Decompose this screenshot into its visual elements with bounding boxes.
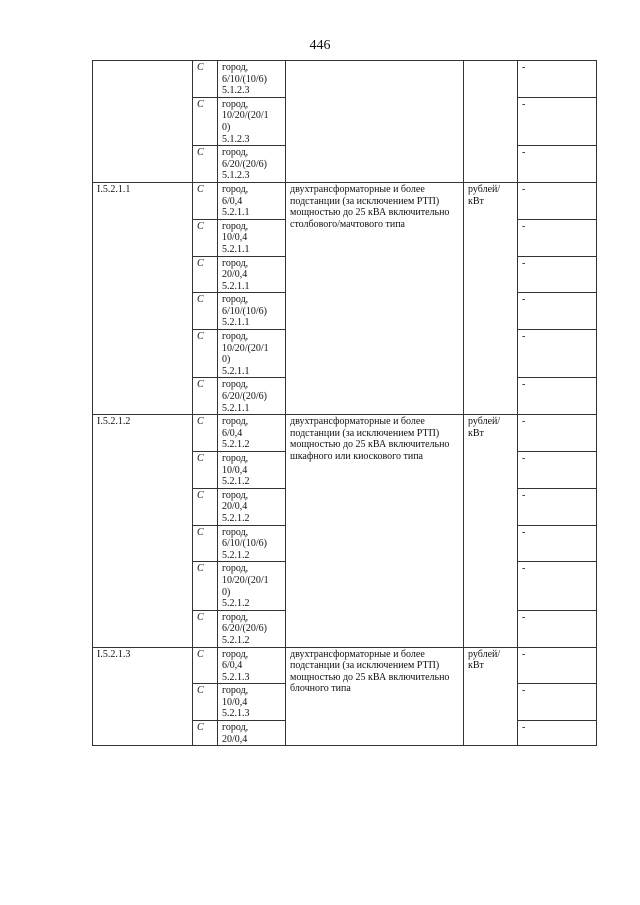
description-cell: двухтрансформаторные и более подстанции (за исключением РТП) мощностью до 25 кВА включительно столбового/мачтового типа — [286, 182, 464, 414]
location-line: 20/0,4 — [222, 501, 248, 513]
location-line: город, — [222, 648, 249, 660]
location-line: 10/20/(20/1 — [222, 342, 269, 354]
location-line: 6/0,4 — [222, 195, 243, 207]
location-line: 6/10/(10/6) — [222, 538, 267, 550]
location-voltage-cell — [218, 378, 286, 415]
value-cell: - — [518, 452, 597, 489]
location-voltage-cell — [218, 488, 286, 525]
unit-cell: рублей/ кВт — [464, 415, 518, 647]
location-line: 6/20/(20/6) — [222, 623, 267, 635]
value-cell: - — [518, 525, 597, 562]
location-line: 5.2.1.1 — [222, 280, 250, 292]
location-line: 6/10/(10/6) — [222, 73, 267, 85]
location-line: 20/0,4 — [222, 269, 248, 281]
location-voltage-cell — [218, 721, 286, 746]
tariff-table — [92, 60, 597, 746]
table-body — [93, 61, 597, 746]
symbol-cell: С — [193, 610, 218, 647]
symbol-cell: С — [193, 219, 218, 256]
location-line: город, — [222, 331, 249, 343]
location-voltage-cell — [218, 330, 286, 378]
location-voltage-cell — [218, 97, 286, 145]
value-cell: - — [518, 61, 597, 98]
unit-cell: рублей/ кВт — [464, 647, 518, 746]
location-line: 5.2.1.2 — [222, 512, 250, 524]
location-line: 5.2.1.1 — [222, 365, 250, 377]
location-line: город, — [222, 294, 249, 306]
location-line: город, — [222, 183, 249, 195]
symbol-cell: С — [193, 452, 218, 489]
location-line: 5.2.1.2 — [222, 634, 250, 646]
location-line: город, — [222, 147, 249, 159]
value-cell: - — [518, 415, 597, 452]
location-line: 5.1.2.3 — [222, 170, 250, 182]
location-line: 5.2.1.1 — [222, 207, 250, 219]
location-line: город, — [222, 98, 249, 110]
location-line: город, — [222, 379, 249, 391]
table-row — [93, 415, 597, 452]
location-voltage-cell — [218, 219, 286, 256]
location-line: 5.2.1.1 — [222, 317, 250, 329]
location-line: город, — [222, 453, 249, 464]
symbol-cell: С — [193, 293, 218, 330]
item-code-cell: I.5.2.1.3 — [93, 647, 193, 746]
value-cell: - — [518, 256, 597, 293]
location-line: 5.2.1.3 — [222, 708, 250, 720]
value-cell: - — [518, 378, 597, 415]
location-voltage-cell — [218, 684, 286, 721]
symbol-cell: С — [193, 721, 218, 746]
location-line: 6/20/(20/6) — [222, 391, 267, 403]
unit-cell: рублей/ кВт — [464, 182, 518, 414]
item-code-cell: I.5.2.1.2 — [93, 415, 193, 647]
location-voltage-cell — [218, 146, 286, 183]
location-line: 5.2.1.3 — [222, 671, 250, 683]
location-line: 20/0,4 — [222, 733, 248, 745]
location-line: 5.2.1.1 — [222, 243, 250, 255]
location-line: 10/0,4 — [222, 464, 248, 476]
location-line: город, — [222, 62, 249, 73]
location-line: 6/10/(10/6) — [222, 305, 267, 317]
symbol-cell: С — [193, 415, 218, 452]
location-line: 0) — [222, 586, 231, 598]
location-line: 5.1.2.3 — [222, 85, 250, 97]
location-line: город, — [222, 611, 249, 623]
location-line: 10/0,4 — [222, 696, 248, 708]
location-line: 6/20/(20/6) — [222, 158, 267, 170]
symbol-cell: С — [193, 562, 218, 610]
value-cell: - — [518, 610, 597, 647]
location-line: 5.2.1.2 — [222, 598, 250, 610]
value-cell: - — [518, 330, 597, 378]
value-cell: - — [518, 219, 597, 256]
description-cell — [286, 61, 464, 183]
location-line: город, — [222, 722, 249, 734]
location-voltage-cell — [218, 182, 286, 219]
location-line: 0) — [222, 121, 231, 133]
description-cell: двухтрансформаторные и более подстанции (за исключением РТП) мощностью до 25 кВА включительно блочного типа — [286, 647, 464, 746]
symbol-cell: С — [193, 525, 218, 562]
location-voltage-cell — [218, 647, 286, 684]
location-line: 6/0,4 — [222, 427, 243, 439]
value-cell: - — [518, 146, 597, 183]
page-number: 446 — [309, 38, 331, 53]
location-line: 5.2.1.2 — [222, 439, 250, 451]
value-cell: - — [518, 647, 597, 684]
table-row — [93, 182, 597, 219]
symbol-cell: С — [193, 146, 218, 183]
location-line: 10/20/(20/1 — [222, 110, 269, 122]
location-voltage-cell — [218, 525, 286, 562]
symbol-cell: С — [193, 256, 218, 293]
location-line: 0) — [222, 354, 231, 366]
symbol-cell: С — [193, 61, 218, 98]
location-line: город, — [222, 685, 249, 697]
value-cell: - — [518, 97, 597, 145]
location-voltage-cell — [218, 452, 286, 489]
unit-cell — [464, 61, 518, 183]
location-line: город, — [222, 257, 249, 269]
symbol-cell: С — [193, 378, 218, 415]
location-voltage-cell — [218, 293, 286, 330]
value-cell: - — [518, 293, 597, 330]
value-cell: - — [518, 721, 597, 746]
symbol-cell: С — [193, 488, 218, 525]
symbol-cell: С — [193, 182, 218, 219]
location-line: город, — [222, 563, 249, 575]
location-line: город, — [222, 489, 249, 501]
location-voltage-cell — [218, 610, 286, 647]
value-cell: - — [518, 684, 597, 721]
item-code-cell: I.5.2.1.1 — [93, 182, 193, 414]
location-voltage-cell — [218, 61, 286, 98]
location-line: 5.1.2.3 — [222, 133, 250, 145]
table-row — [93, 61, 597, 98]
location-line: 10/0,4 — [222, 232, 248, 244]
symbol-cell: С — [193, 330, 218, 378]
value-cell: - — [518, 182, 597, 219]
location-voltage-cell — [218, 256, 286, 293]
symbol-cell: С — [193, 97, 218, 145]
table-row — [93, 647, 597, 684]
location-line: 6/0,4 — [222, 660, 243, 672]
symbol-cell: С — [193, 647, 218, 684]
location-line: 5.2.1.2 — [222, 476, 250, 488]
item-code-cell — [93, 61, 193, 183]
location-line: 5.2.1.1 — [222, 402, 250, 414]
description-cell: двухтрансформаторные и более подстанции (за исключением РТП) мощностью до 25 кВА включительно шкафного или киоскового типа — [286, 415, 464, 647]
location-voltage-cell — [218, 415, 286, 452]
value-cell: - — [518, 562, 597, 610]
value-cell: - — [518, 488, 597, 525]
location-line: 10/20/(20/1 — [222, 574, 269, 586]
symbol-cell: С — [193, 684, 218, 721]
location-line: 5.2.1.2 — [222, 549, 250, 561]
location-line: город, — [222, 526, 249, 538]
location-line: город, — [222, 416, 249, 428]
location-line: город, — [222, 220, 249, 232]
location-voltage-cell — [218, 562, 286, 610]
